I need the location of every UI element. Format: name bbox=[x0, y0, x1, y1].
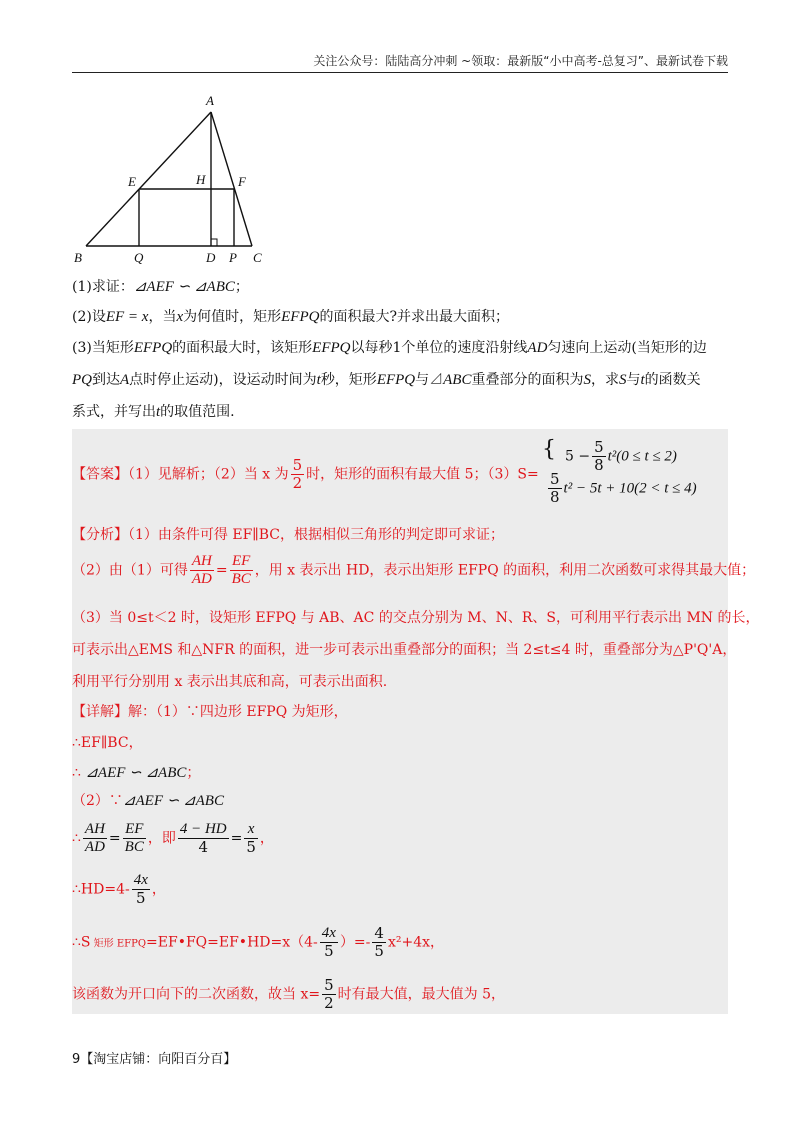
label-q: Q bbox=[134, 250, 144, 265]
analysis-line-2: （2）由（1）可得 $\frac{AH}{AD}$ = $\frac{EF}{BC}$ ，用 x 表示出 HD，表示出矩形 EFPQ 的面积，利用二次函数可求得其最大值； bbox=[72, 553, 756, 587]
question-2: (2)设EF = x，当x为何值时，矩形EFPQ的面积最大?并求出最大面积； bbox=[72, 309, 509, 325]
detail-line-7: ∴S 矩形 EFPQ=EF•FQ=EF•HD=x（4- $\frac{4x}{5}$ ）=- $\frac{4}{5}$ x²+4x， bbox=[72, 924, 444, 960]
shop-name: 【淘宝店铺：向阳百分百】 bbox=[80, 1052, 237, 1067]
solution-panel bbox=[72, 429, 760, 1014]
label-f: F bbox=[238, 174, 246, 189]
piecewise-case-2: $\frac{5}{8}$ t² − 5t + 10(2 < t ≤ 4) bbox=[550, 470, 697, 506]
page-number: 9 bbox=[72, 1052, 81, 1067]
triangle-figure bbox=[72, 88, 272, 268]
answer-line: 【答案】（1）见解析；（2）当 x 为 $\frac{5}{2}$ 时，矩形的面积有最大值 5；（3）S= bbox=[72, 456, 539, 492]
detail-line-6: ∴HD=4- $\frac{4x}{5}$ ， bbox=[72, 872, 166, 907]
label-e: E bbox=[128, 174, 136, 189]
detail-line-3: ∴ ⊿AEF ∽ ⊿ABC； bbox=[72, 765, 201, 781]
label-h: H bbox=[196, 172, 206, 187]
detail-line-5: ∴ $\frac{AH}{AD}$ = $\frac{EF}{BC}$ ，即 $\frac{4 - HD}{4}$ = $\frac{x}{5}$ ， bbox=[72, 821, 274, 856]
label-c: C bbox=[253, 250, 262, 265]
label-p: P bbox=[229, 250, 237, 265]
page-footer bbox=[72, 1048, 236, 1067]
right-angle-mark bbox=[211, 239, 217, 246]
analysis-line-5: 利用平行分别用 x 表示出其底和高，可表示出面积. bbox=[72, 674, 388, 690]
page-header: 关注公众号：陆陆高分冲刺 ~领取：最新版“小中高考-总复习”、最新试卷下载 bbox=[72, 52, 728, 73]
question-1: (1)求证：⊿AEF ∽ ⊿ABC； bbox=[72, 279, 249, 295]
answer-fraction: $\frac{5}{2}$ bbox=[292, 456, 303, 492]
label-a: A bbox=[206, 93, 214, 108]
analysis-line-4: 可表示出△EMS 和△NFR 的面积，进一步可表示出重叠部分的面积；当 2≤t≤4 时，重叠部分为△P'Q'A， bbox=[72, 642, 737, 658]
label-d: D bbox=[206, 250, 216, 265]
detail-line-2: ∴EF∥BC， bbox=[72, 735, 143, 751]
detail-line-8: 该函数为开口向下的二次函数，故当 x= $\frac{5}{2}$ 时有最大值，最大值为 5， bbox=[72, 976, 505, 1012]
piecewise-case-1: 5 − $\frac{5}{8}$ t²(0 ≤ t ≤ 2) bbox=[565, 438, 677, 474]
question-3-line-2: PQ到达A点时停止运动)，设运动时间为t秒，矩形EFPQ与⊿ABC重叠部分的面积为S，求S与t的函数关 bbox=[72, 372, 701, 388]
piecewise-brace: { bbox=[542, 437, 556, 462]
analysis-line-3: （3）当 0≤t＜2 时，设矩形 EFPQ 与 AB、AC 的交点分别为 M、N、R、S，可利用平行表示出 MN 的长， bbox=[72, 610, 760, 626]
question-3-line-3: 系式，并写出t的取值范围. bbox=[72, 404, 235, 420]
detail-line-1: 【详解】解：（1）∵四边形 EFPQ 为矩形， bbox=[72, 704, 348, 720]
analysis-line-1: 【分析】（1）由条件可得 EF∥BC，根据相似三角形的判定即可求证； bbox=[72, 527, 505, 543]
question-3-line-1: (3)当矩形EFPQ的面积最大时，该矩形EFPQ以每秒1个单位的速度沿射线AD匀速向上运动(当矩形的边 bbox=[72, 340, 707, 356]
side-ab bbox=[86, 112, 211, 246]
label-b: B bbox=[74, 250, 82, 265]
detail-line-4: （2）∵⊿AEF ∽ ⊿ABC bbox=[72, 793, 224, 809]
